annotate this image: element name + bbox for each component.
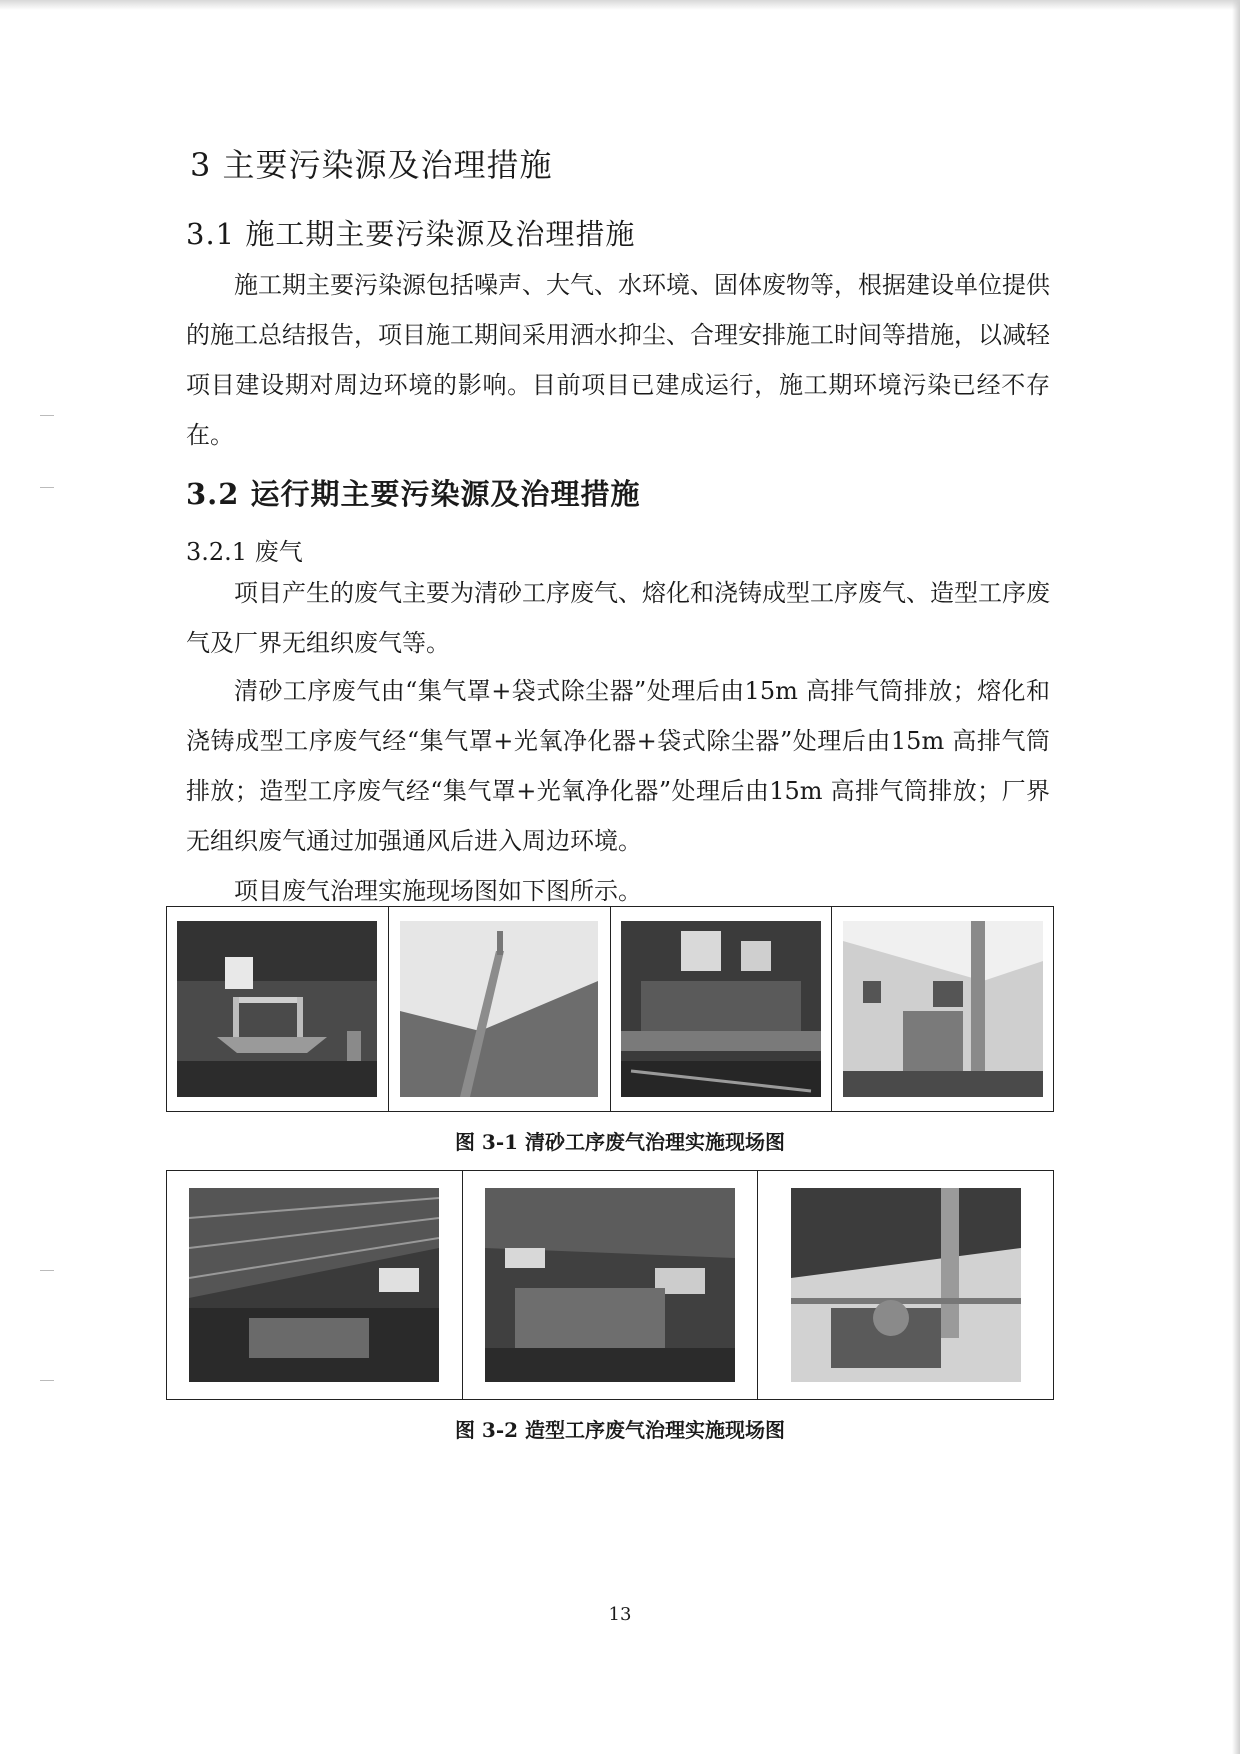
- photo-cell: [758, 1171, 1053, 1399]
- photo-cell: [167, 1171, 463, 1399]
- scan-mark: [40, 1270, 54, 1271]
- section-title: 3 主要污染源及治理措施: [190, 146, 553, 184]
- figure-3-2: [166, 1170, 1054, 1400]
- paragraph: 项目废气治理实施现场图如下图所示。: [234, 877, 642, 905]
- paragraph: 清砂工序废气由“集气罩+袋式除尘器”处理后由15m 高排气筒排放；熔化和浇铸成型工序废气经“集气罩+光氧净化器+袋式除尘器”处理后由15m 高排气筒排放；造型工序废气经“集气罩+光氧净化器”处理后由15m 高排气筒排放；厂界无组织废气通过加强通风后进入周边环境。: [186, 677, 1050, 855]
- scan-edge: [1232, 0, 1240, 1754]
- figure-3-1: [166, 906, 1054, 1112]
- page-number: 13: [608, 1604, 632, 1625]
- site-photo: [400, 921, 598, 1097]
- scan-mark: [40, 487, 54, 488]
- photo-cell: [389, 907, 611, 1111]
- photo-cell: [167, 907, 389, 1111]
- scan-edge: [0, 0, 1240, 10]
- photo-cell: [611, 907, 833, 1111]
- figure-caption: 图 3-2 造型工序废气治理实施现场图: [454, 1418, 786, 1442]
- paragraph: 施工期主要污染源包括噪声、大气、水环境、固体废物等，根据建设单位提供的施工总结报告，项目施工期间采用洒水抑尘、合理安排施工时间等措施，以减轻项目建设期对周边环境的影响。目前项目已建成运行，施工期环境污染已经不存在。: [186, 271, 1050, 449]
- site-photo: [791, 1188, 1021, 1382]
- photo-cell: [463, 1171, 759, 1399]
- photo-cell: [832, 907, 1053, 1111]
- subsection-title: 3.2 运行期主要污染源及治理措施: [186, 477, 641, 511]
- scan-mark: [40, 1380, 54, 1381]
- paragraph: 项目产生的废气主要为清砂工序废气、熔化和浇铸成型工序废气、造型工序废气及厂界无组织废气等。: [186, 579, 1050, 657]
- site-photo: [485, 1188, 735, 1382]
- site-photo: [621, 921, 821, 1097]
- site-photo: [843, 921, 1043, 1097]
- site-photo: [189, 1188, 439, 1382]
- figure-caption: 图 3-1 清砂工序废气治理实施现场图: [454, 1130, 786, 1154]
- subsubsection-title: 3.2.1 废气: [186, 538, 303, 566]
- scan-mark: [40, 415, 54, 416]
- site-photo: [177, 921, 377, 1097]
- subsection-title: 3.1 施工期主要污染源及治理措施: [186, 217, 636, 251]
